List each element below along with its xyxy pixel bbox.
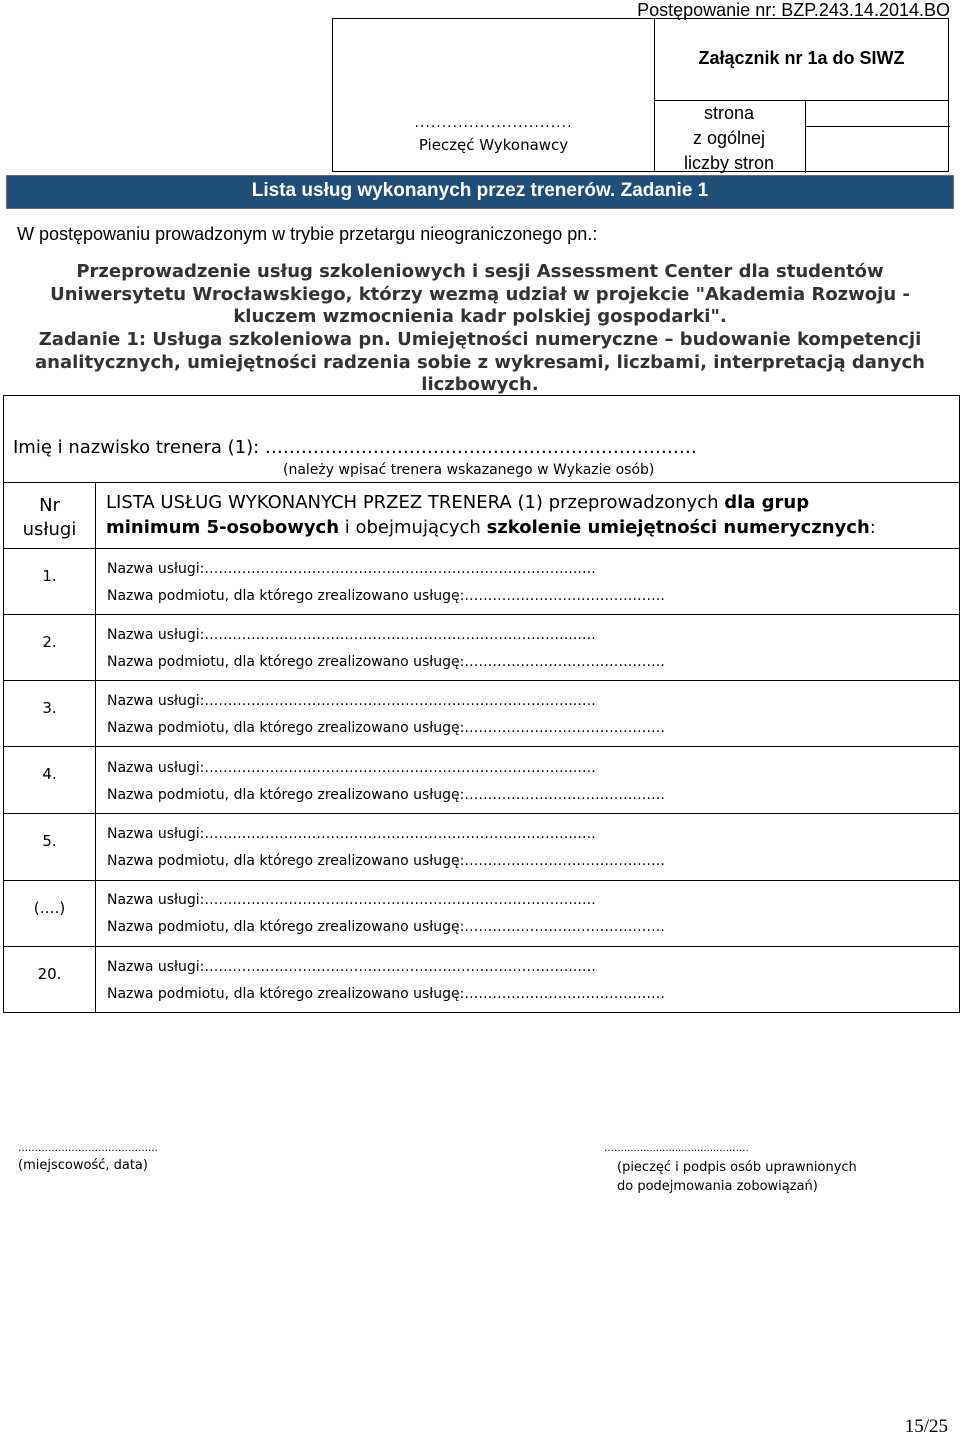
entity-name-field[interactable]: Nazwa podmiotu, dla którego zrealizowano usługę:…………………………………….	[107, 654, 665, 670]
trainer-note: (należy wpisać trenera wskazanego w Wykazie osób)	[283, 462, 655, 478]
procurement-subject	[10, 261, 950, 329]
header-bold-text: dla grup	[724, 492, 810, 513]
entity-name-field[interactable]: Nazwa podmiotu, dla którego zrealizowano usługę:…………………………………….	[107, 787, 665, 803]
task-line: Zadanie 1: Usługa szkoleniowa pn. Umiejętności numeryczne – budowanie kompetencji	[38, 329, 922, 350]
table-row	[107, 556, 665, 610]
row-number: (….)	[33, 899, 66, 917]
table-divider	[3, 880, 960, 881]
signature-label-line: (pieczęć i podpis osób uprawnionych	[617, 1160, 857, 1175]
task-line: analitycznych, umiejętności radzenia sobie z wykresami, liczbami, interpretacją danych	[35, 351, 925, 373]
column-divider	[95, 482, 96, 1013]
entity-name-field[interactable]: Nazwa podmiotu, dla którego zrealizowano usługę:…………………………………….	[107, 853, 665, 869]
task-line: liczbowych.	[421, 374, 539, 395]
page-label	[654, 101, 804, 176]
service-name-field[interactable]: Nazwa usługi:……………………………………………………………………..….	[107, 826, 596, 842]
row-number: 1.	[42, 567, 57, 585]
page-field[interactable]	[805, 101, 950, 127]
place-date-field[interactable]: ……………………………………	[18, 1143, 158, 1154]
service-name-field[interactable]: Nazwa usługi:……………………………………………………………………..….	[107, 760, 596, 776]
page-label-line: z ogólnej	[692, 128, 766, 148]
task-description	[10, 329, 950, 397]
table-row	[107, 954, 665, 1008]
stamp-label: Pieczęć Wykonawcy	[418, 136, 569, 154]
table-row	[107, 622, 665, 676]
entity-name-field[interactable]: Nazwa podmiotu, dla którego zrealizowano usługę:…………………………………….	[107, 986, 665, 1002]
intro-text: W postępowaniu prowadzonym w trybie przetargu nieograniczonego pn.:	[17, 224, 598, 244]
table-divider	[3, 614, 960, 615]
procedure-number: Postępowanie nr: BZP.243.14.2014.BO	[637, 0, 950, 20]
table-row	[107, 755, 665, 809]
table-divider	[3, 482, 960, 483]
service-name-field[interactable]: Nazwa usługi:……………………………………………………………………..….	[107, 627, 596, 643]
subject-line: Uniwersytetu Wrocławskiego, którzy wezmą udział w projekcie "Akademia Rozwoju -	[50, 283, 910, 305]
nr-header-line: usługi	[22, 519, 77, 540]
service-name-field[interactable]: Nazwa usługi:……………………………………………………………………..….	[107, 693, 596, 709]
page-label-line: strona	[703, 103, 755, 123]
row-number: 5.	[42, 832, 57, 850]
row-number: 20.	[37, 965, 62, 983]
header-text: LISTA USŁUG WYKONANYCH PRZEZ TRENERA (1) przeprowadzonych	[106, 492, 725, 513]
row-number: 3.	[42, 699, 57, 717]
entity-name-field[interactable]: Nazwa podmiotu, dla którego zrealizowano usługę:…………………………………….	[107, 720, 665, 736]
nr-header-line: Nr	[39, 495, 60, 516]
table-divider	[3, 548, 960, 549]
stamp-dots: .............................	[414, 115, 573, 131]
table-divider	[3, 746, 960, 747]
table-divider	[3, 946, 960, 947]
trainer-name-field[interactable]: Imię i nazwisko trenera (1): ………………………………………………………………	[13, 437, 697, 458]
banner-title: Lista usług wykonanych przez trenerów. Zadanie 1	[251, 180, 709, 201]
row-number: 2.	[42, 633, 57, 651]
row-number: 4.	[42, 765, 57, 783]
signature-label-line: do podejmowania zobowiązań)	[617, 1179, 818, 1194]
place-date-label: (miejscowość, data)	[18, 1158, 148, 1173]
subject-line: Przeprowadzenie usług szkoleniowych i sesji Assessment Center dla studentów	[76, 261, 884, 282]
header-bold-text: szkolenie umiejętności numerycznych	[486, 517, 870, 538]
nr-column-header	[4, 494, 95, 542]
annex-title: Załącznik nr 1a do SIWZ	[698, 48, 905, 68]
service-name-field[interactable]: Nazwa usługi:……………………………………………………………………..….	[107, 959, 596, 975]
entity-name-field[interactable]: Nazwa podmiotu, dla którego zrealizowano usługę:…………………………………….	[107, 588, 665, 604]
table-row	[107, 688, 665, 742]
entity-name-field[interactable]: Nazwa podmiotu, dla którego zrealizowano usługę:…………………………………….	[107, 919, 665, 935]
service-name-field[interactable]: Nazwa usługi:……………………………………………………………………..….	[107, 561, 596, 577]
signature-field[interactable]: …….................................……	[604, 1143, 749, 1154]
header-text: :	[869, 517, 876, 538]
header-text: i obejmujących	[339, 517, 487, 538]
page-label-line: liczby stron	[683, 153, 775, 173]
signature-label	[617, 1158, 857, 1196]
table-row	[107, 821, 665, 875]
list-column-header	[106, 490, 946, 540]
table-divider	[3, 680, 960, 681]
table-divider	[3, 813, 960, 814]
total-pages-field[interactable]	[805, 126, 950, 173]
table-row	[107, 887, 665, 941]
page-number: 15/25	[904, 1416, 948, 1437]
header-bold-text: minimum 5-osobowych	[106, 517, 340, 538]
service-name-field[interactable]: Nazwa usługi:……………………………………………………………………..….	[107, 892, 596, 908]
subject-line: kluczem wzmocnienia kadr polskiej gospodarki".	[233, 306, 727, 327]
